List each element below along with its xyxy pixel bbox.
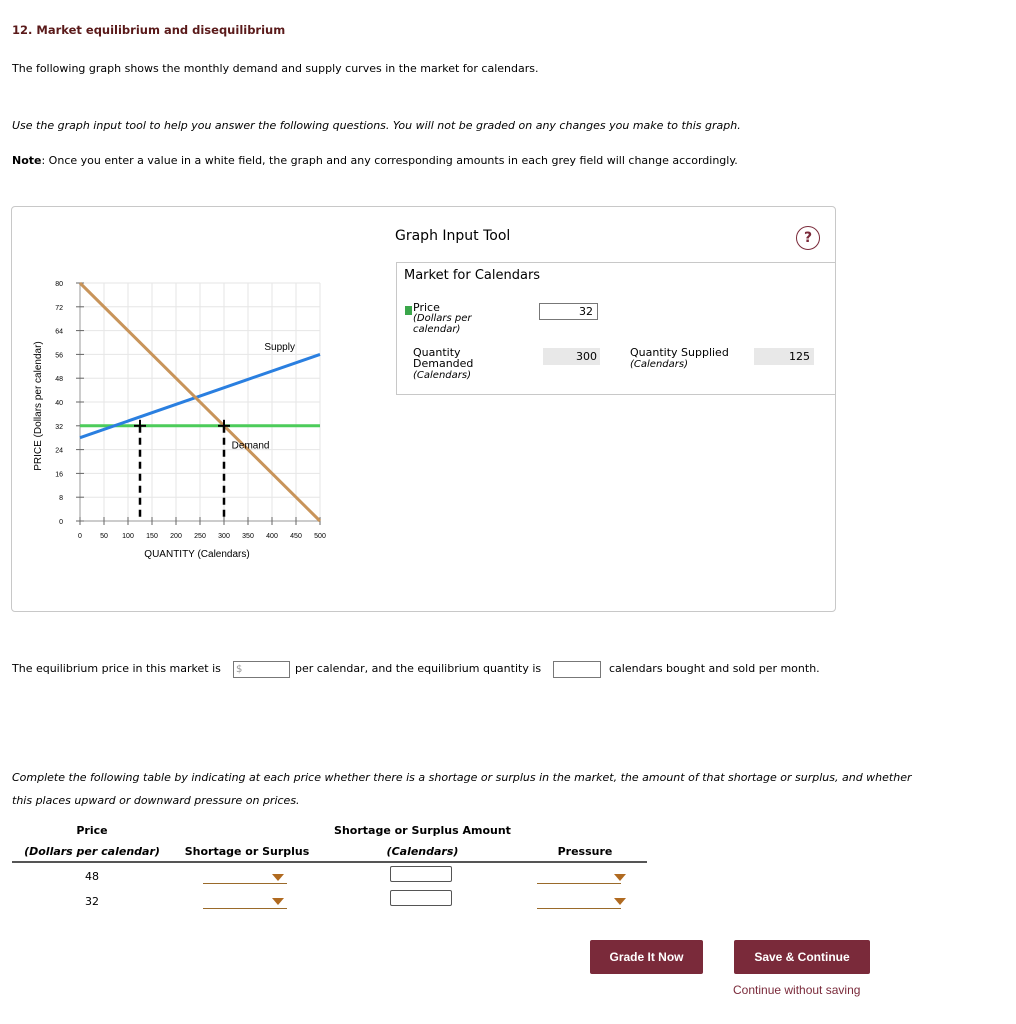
- quantity-demanded-label: [413, 347, 473, 381]
- equilibrium-text-1: The equilibrium price in this market is: [12, 662, 221, 675]
- note-label: Note: [12, 154, 42, 167]
- grade-it-now-button[interactable]: Grade It Now: [590, 940, 703, 974]
- chevron-down-icon[interactable]: [272, 874, 284, 881]
- chevron-down-icon[interactable]: [614, 874, 626, 881]
- x-tick-label: 400: [266, 533, 278, 540]
- help-icon[interactable]: ?: [796, 226, 820, 250]
- y-tick-label: 40: [55, 400, 63, 407]
- col-pressure-header: Pressure: [557, 845, 613, 858]
- col-amount-header: Shortage or Surplus Amount: [334, 824, 511, 837]
- equilibrium-text-3: calendars bought and sold per month.: [609, 662, 820, 675]
- chevron-down-icon[interactable]: [272, 898, 284, 905]
- graph-input-tool-title: Graph Input Tool: [395, 228, 511, 244]
- chart-ticks: [55, 281, 326, 540]
- x-tick-label: 350: [242, 533, 254, 540]
- y-tick-label: 32: [55, 423, 63, 431]
- qs-label-text: Quantity Supplied: [630, 346, 729, 359]
- x-tick-label: 250: [194, 533, 206, 540]
- y-tick-label: 56: [55, 352, 63, 360]
- equilibrium-quantity-input[interactable]: [553, 661, 601, 678]
- qd-unit: (Calendars): [413, 370, 471, 381]
- y-tick-label: 64: [55, 328, 63, 336]
- note-text: [12, 154, 738, 167]
- price-unit: (Dollars per calendar): [413, 313, 472, 335]
- y-tick-label: 72: [55, 304, 63, 312]
- pressure-dropdown-32[interactable]: [537, 896, 621, 909]
- quantity-demanded-value: 300: [543, 348, 600, 365]
- price-color-swatch: [405, 306, 412, 315]
- col-shortage-header: Shortage or Surplus: [184, 845, 310, 858]
- table-header-divider: [12, 861, 647, 863]
- demand-label: Demand: [231, 440, 270, 452]
- x-axis-label: QUANTITY (Calendars): [144, 549, 250, 560]
- quantity-supplied-value: 125: [754, 348, 814, 365]
- row-price-32: 32: [85, 895, 99, 908]
- instruction-text: Use the graph input tool to help you answer the following questions. You will not be graded on any changes you make to this graph.: [12, 119, 741, 132]
- save-continue-button[interactable]: Save & Continue: [734, 940, 870, 974]
- y-tick-label: 16: [55, 471, 63, 479]
- col-price-unit: (Dollars per calendar): [24, 845, 160, 858]
- supply-demand-chart[interactable]: [20, 270, 340, 570]
- x-tick-label: 300: [218, 533, 230, 540]
- price-label-text: Price: [413, 301, 440, 314]
- qd-label-line2: Demanded: [413, 357, 474, 370]
- quantity-supplied-label: [630, 347, 729, 370]
- price-input[interactable]: 32: [539, 303, 598, 320]
- equilibrium-text-2: per calendar, and the equilibrium quantity is: [295, 662, 542, 675]
- x-tick-label: 0: [78, 533, 82, 540]
- equilibrium-price-input[interactable]: [233, 661, 290, 678]
- market-title: Market for Calendars: [404, 268, 541, 283]
- amount-input-48[interactable]: [390, 866, 452, 882]
- y-axis-label: PRICE (Dollars per calendar): [33, 341, 44, 471]
- y-tick-label: 24: [55, 447, 63, 455]
- x-tick-label: 200: [170, 533, 182, 540]
- question-title: 12. Market equilibrium and disequilibrium: [12, 23, 286, 37]
- y-tick-label: 0: [59, 519, 63, 526]
- continue-without-saving-link[interactable]: Continue without saving: [733, 983, 861, 997]
- qs-unit: (Calendars): [630, 359, 688, 370]
- pressure-dropdown-48[interactable]: [537, 871, 621, 884]
- x-tick-label: 150: [146, 533, 158, 540]
- x-tick-label: 450: [290, 533, 302, 540]
- table-instruction: Complete the following table by indicating at each price whether there is a shortage or surplus in the market, the amount of that shortage or surplus, and whether this places upward or downward pressure on prices.: [12, 771, 912, 807]
- x-tick-label: 50: [100, 533, 108, 540]
- x-tick-label: 500: [314, 533, 326, 540]
- dollar-sign: $: [236, 664, 243, 675]
- x-tick-label: 100: [122, 533, 134, 540]
- chevron-down-icon[interactable]: [614, 898, 626, 905]
- intro-text: The following graph shows the monthly demand and supply curves in the market for calendars.: [12, 62, 539, 75]
- note-body: : Once you enter a value in a white field, the graph and any corresponding amounts in each grey field will change accordingly.: [41, 154, 738, 167]
- y-tick-label: 48: [55, 376, 63, 384]
- amount-input-32[interactable]: [390, 890, 452, 906]
- price-label: [413, 302, 485, 335]
- qd-label-line1: Quantity: [413, 346, 461, 359]
- supply-label: Supply: [264, 341, 295, 353]
- col-price-header: Price: [76, 824, 108, 837]
- y-tick-label: 80: [55, 281, 63, 288]
- col-amount-unit: (Calendars): [386, 845, 459, 858]
- y-tick-label: 8: [59, 495, 63, 503]
- row-price-48: 48: [85, 870, 99, 883]
